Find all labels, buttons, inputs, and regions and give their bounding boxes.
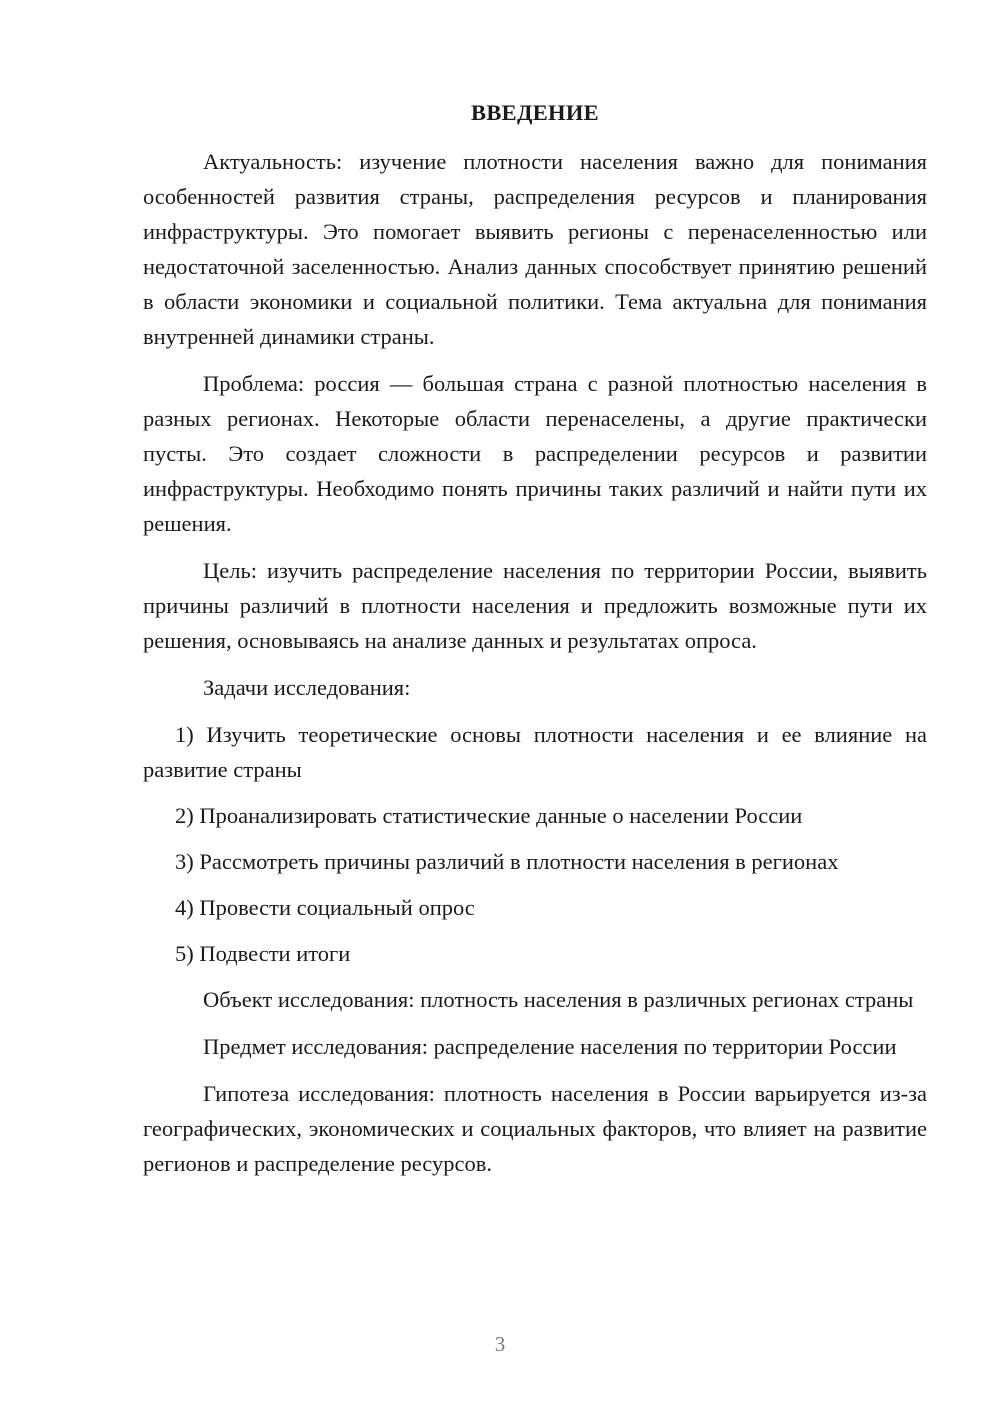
page-body	[143, 95, 927, 1193]
task-item-5: 5) Подвести итоги	[175, 941, 351, 966]
tasks-heading: Задачи исследования:	[203, 675, 411, 700]
object-paragraph: Объект исследования: плотность населения в различных регионах страны	[203, 987, 914, 1012]
task-item-1: 1) Изучить теоретические основы плотности населения и ее влияние на развитие страны	[143, 722, 927, 782]
task-item-3: 3) Рассмотреть причины различий в плотности населения в регионах	[175, 849, 839, 874]
goal-paragraph: Цель: изучить распределение населения по территории России, выявить причины различий в плотности населения и предложить возможные пути их решения, основываясь на анализе данных и результатах опроса.	[143, 558, 927, 653]
problem-paragraph: Проблема: россия — большая страна с разной плотностью населения в разных регионах. Некоторые области перенаселены, а другие практически пусты. Это создает сложности в распределении ресурсов и развитии инфраструктуры. Необходимо понять причины таких различий и найти пути их решения.	[143, 371, 927, 536]
subject-paragraph: Предмет исследования: распределение населения по территории России	[203, 1034, 897, 1059]
page-title: ВВЕДЕНИЕ	[471, 100, 599, 125]
task-item-2: 2) Проанализировать статистические данные о населении России	[175, 803, 803, 828]
hypothesis-paragraph: Гипотеза исследования: плотность населения в России варьируется из-за географических, экономических и социальных факторов, что влияет на развитие регионов и распределение ресурсов.	[143, 1081, 927, 1176]
task-item-4: 4) Провести социальный опрос	[175, 895, 475, 920]
relevance-paragraph: Актуальность: изучение плотности населения важно для понимания особенностей развития страны, распределения ресурсов и планирования инфраструктуры. Это помогает выявить регионы с перенаселенностью или недостаточной заселенностью. Анализ данных способствует принятию решений в области экономики и социальной политики. Тема актуальна для понимания внутренней динамики страны.	[143, 149, 927, 349]
page-number: 3	[494, 1332, 506, 1356]
